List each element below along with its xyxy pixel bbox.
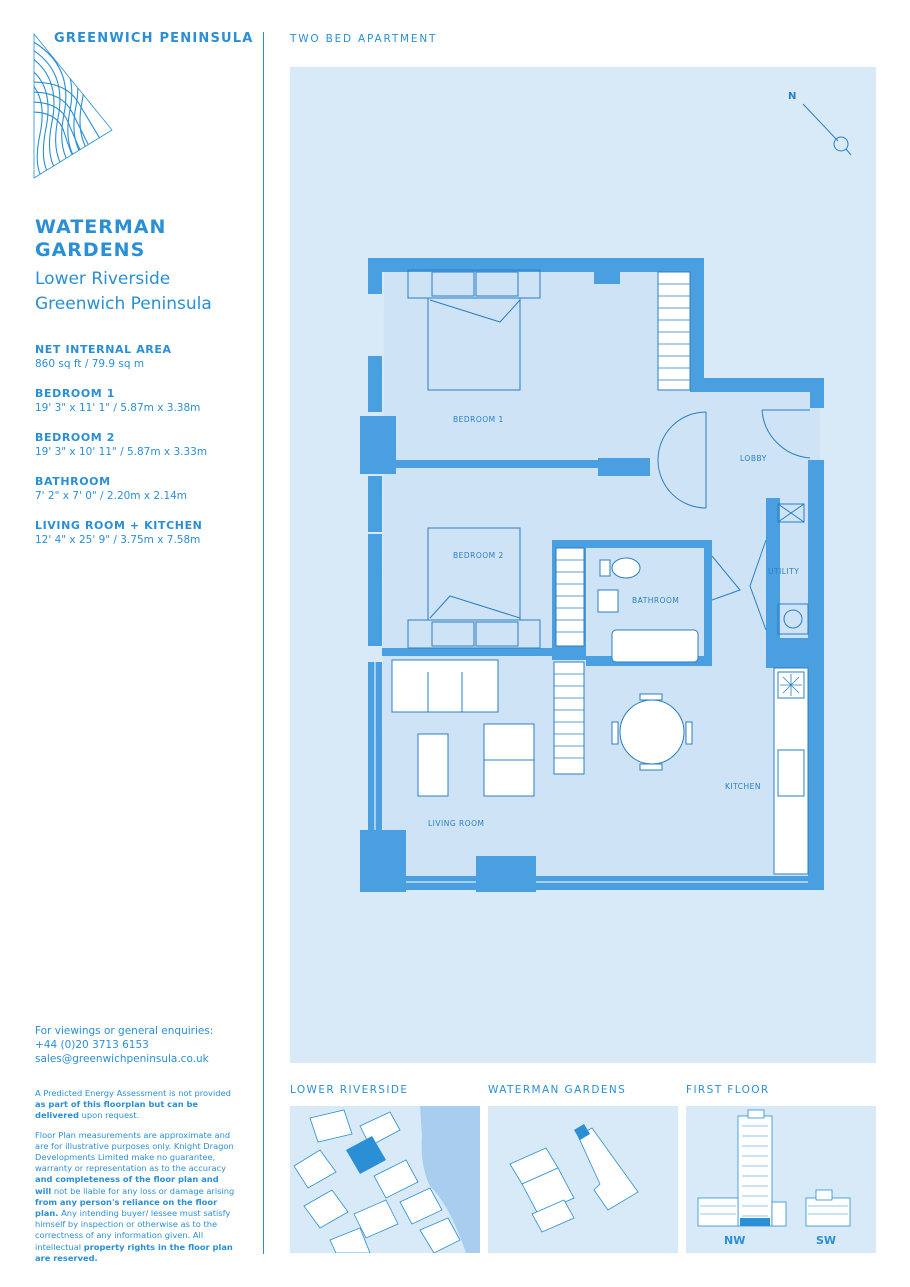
thumb-label-waterman-gardens: WATERMAN GARDENS <box>488 1084 627 1096</box>
disclaimer-text: Any intending buyer/ lessee must satisfy himself by inspection or otherwise as to the correctness of any information given. All intellectual <box>35 1208 231 1252</box>
brand-name: GREENWICH PENINSULA <box>54 31 254 46</box>
spec-label: BATHROOM <box>35 475 111 488</box>
spec-value: 19' 3" x 10' 11" / 5.87m x 3.33m <box>35 446 208 458</box>
room-label-living: LIVING ROOM <box>428 819 485 828</box>
floor-highlight <box>740 1218 770 1226</box>
document-type: TWO BED APARTMENT <box>290 33 438 45</box>
building-map-thumbnail <box>488 1106 678 1253</box>
spec-value: 860 sq ft / 79.9 sq m <box>35 358 145 370</box>
floor-plan <box>290 67 876 1063</box>
disclaimer-measurements <box>35 1130 235 1264</box>
compass-icon <box>803 104 851 155</box>
elevation-drawing <box>686 1106 876 1253</box>
hob-icon <box>780 674 802 696</box>
disclaimer-text: A Predicted Energy Assessment is not provided <box>35 1088 231 1098</box>
disclaimer-energy <box>35 1088 235 1122</box>
disclaimer-bold: from any person's reliance on the floor plan. <box>35 1196 218 1219</box>
disclaimer-text: not be liable for any loss or damage arising <box>53 1185 235 1196</box>
thumb-label-lower-riverside: LOWER RIVERSIDE <box>290 1084 409 1096</box>
room-label-utility: UTILITY <box>768 567 800 576</box>
room-label-bedroom-2: BEDROOM 2 <box>453 551 504 560</box>
spec-net-area <box>35 343 172 371</box>
location-subtitle <box>35 267 212 317</box>
disclaimer-text: upon request. <box>81 1110 140 1121</box>
room-label-lobby: LOBBY <box>740 454 767 463</box>
column-divider <box>263 32 264 1254</box>
room-label-bedroom-1: BEDROOM 1 <box>453 415 504 424</box>
disclaimer-bold: property rights in the floor plan are reserved. <box>35 1241 233 1263</box>
site-map <box>290 1106 480 1253</box>
contact-block <box>35 1024 213 1066</box>
contact-phone: +44 (0)20 3713 6153 <box>35 1039 149 1051</box>
spec-bedroom-2 <box>35 431 207 459</box>
site-map-thumbnail <box>290 1106 480 1253</box>
greenwich-logo <box>32 32 116 180</box>
spec-bedroom-1 <box>35 387 200 415</box>
compass-label: N <box>788 91 797 102</box>
spec-living-kitchen <box>35 519 203 547</box>
disclaimer-text: Floor Plan measurements are approximate and are for illustrative purposes only. Knight Dragon Developments Limited make no guarantee, warranty or representation as to the accuracy <box>35 1129 234 1174</box>
disclaimer-bold: and completeness of the floor plan and will <box>35 1174 219 1196</box>
site-highlight <box>346 1136 386 1174</box>
subtitle-line-2: Greenwich Peninsula <box>35 294 212 314</box>
elevation-label-nw: NW <box>724 1234 746 1247</box>
room-label-bathroom: BATHROOM <box>632 596 680 605</box>
disclaimer <box>35 1088 235 1272</box>
subtitle-line-1: Lower Riverside <box>35 269 171 289</box>
kitchen-units <box>774 668 808 874</box>
thumb-label-first-floor: FIRST FLOOR <box>686 1084 770 1096</box>
spec-value: 12' 4" x 25' 9" / 3.75m x 7.58m <box>35 534 201 546</box>
development-title <box>35 216 166 262</box>
spec-label: NET INTERNAL AREA <box>35 343 172 356</box>
spec-value: 7' 2" x 7' 0" / 2.20m x 2.14m <box>35 490 188 502</box>
spec-bathroom <box>35 475 187 503</box>
spec-value: 19' 3" x 11' 1" / 5.87m x 3.38m <box>35 402 201 414</box>
title-line-1: WATERMAN <box>35 216 167 238</box>
contact-heading: For viewings or general enquiries: <box>35 1025 214 1037</box>
contact-email[interactable]: sales@greenwichpeninsula.co.uk <box>35 1053 209 1065</box>
spec-label: BEDROOM 1 <box>35 387 116 400</box>
title-line-2: GARDENS <box>35 239 146 261</box>
spec-label: LIVING ROOM + KITCHEN <box>35 519 203 532</box>
room-label-kitchen: KITCHEN <box>725 782 761 791</box>
disclaimer-bold: as part of this floorplan but can be delivered <box>35 1099 199 1121</box>
spec-label: BEDROOM 2 <box>35 431 116 444</box>
elevation-thumbnail <box>686 1106 876 1253</box>
building-map <box>488 1106 678 1253</box>
elevation-label-sw: SW <box>816 1234 837 1247</box>
